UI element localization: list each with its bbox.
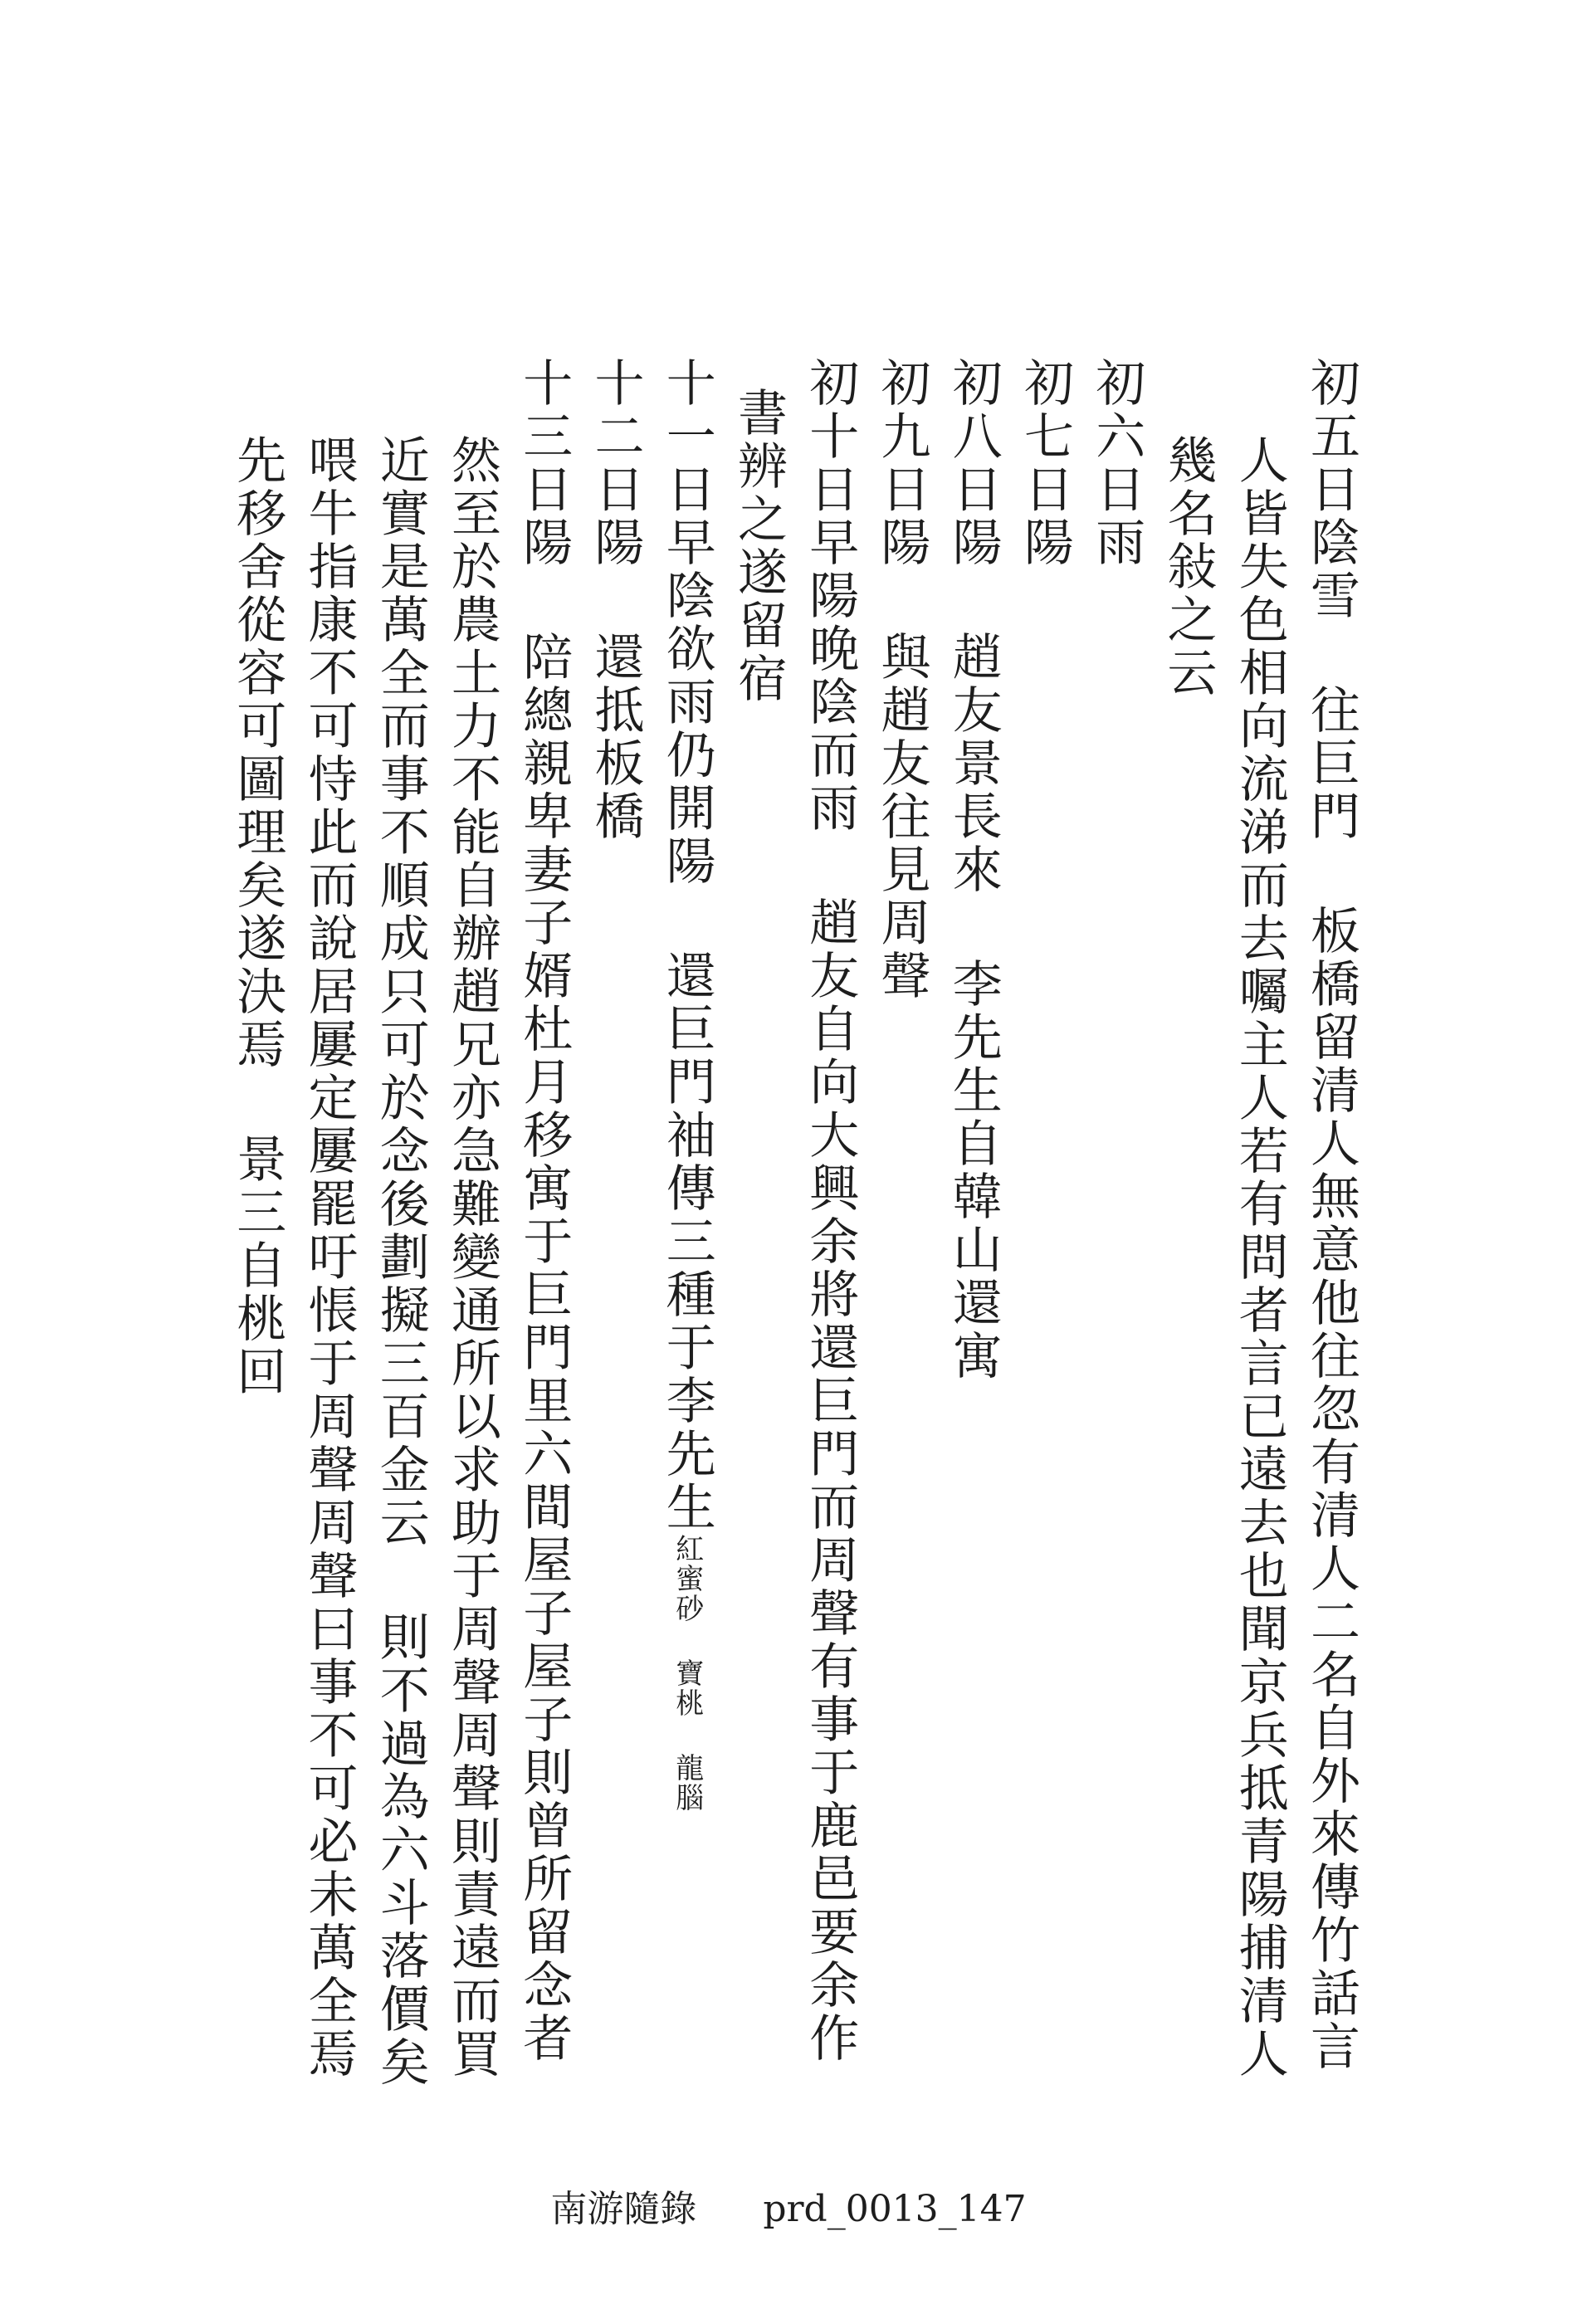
text-column: 人皆失色相向流涕而去囑主人若有問者言已遠去也聞京兵抵青陽捕清人 (1230, 434, 1289, 2081)
text-column: 十三日陽 陪總親卑妻子婿杜月移寓于巨門里六間屋子屋子則曾所留念者 (515, 357, 574, 2065)
book-title: 南游隨錄 (550, 2188, 697, 2230)
text-column-main: 十一日早陰欲雨仍開陽 還巨門袖傳三種于李先生 (657, 357, 716, 1534)
vertical-text-block (224, 357, 1370, 2089)
text-column: 書辨之遂留宿 (730, 387, 788, 706)
text-column: 初七日陽 (1016, 357, 1074, 569)
inline-note: 紅蜜砂 寶桃 龍腦 (670, 1534, 704, 1813)
text-column: 十二日陽 還抵板橋 (586, 357, 645, 843)
text-column: 然至於農土力不能自辦趙兄亦急難變通所以求助于周聲周聲則責遠而買 (443, 434, 501, 2081)
page-footer (0, 2179, 1577, 2232)
text-column-with-note (654, 357, 725, 2083)
text-column: 喂牛指康不可恃此而說居屢定屢罷吁悵于周聲周聲曰事不可必未萬全焉 (300, 434, 359, 2081)
text-column: 先移舍從容可圖理矣遂決焉 景三自桃回 (228, 434, 287, 1399)
text-column: 初九日陽 與趙友往見周聲 (872, 357, 931, 1003)
page-code: prd_0013_147 (763, 2188, 1027, 2230)
text-column: 初六日雨 (1087, 357, 1146, 569)
text-column: 初八日陽 趙友景長來 李先生自韓山還寓 (944, 357, 1003, 1383)
text-column: 初十日早陽晚陰而雨 趙友自向大興余將還巨門而周聲有事于鹿邑要余作 (801, 357, 860, 2065)
text-column: 幾名敍之云 (1159, 434, 1218, 700)
text-column: 近實是萬全而事不順成只可於念後劃擬三百金云 則不過為六斗落價矣 (371, 434, 430, 2089)
text-column: 初五日陰雪 往巨門 板橋留清人無意他往忽有清人二名自外來傳竹話言 (1302, 357, 1360, 2073)
